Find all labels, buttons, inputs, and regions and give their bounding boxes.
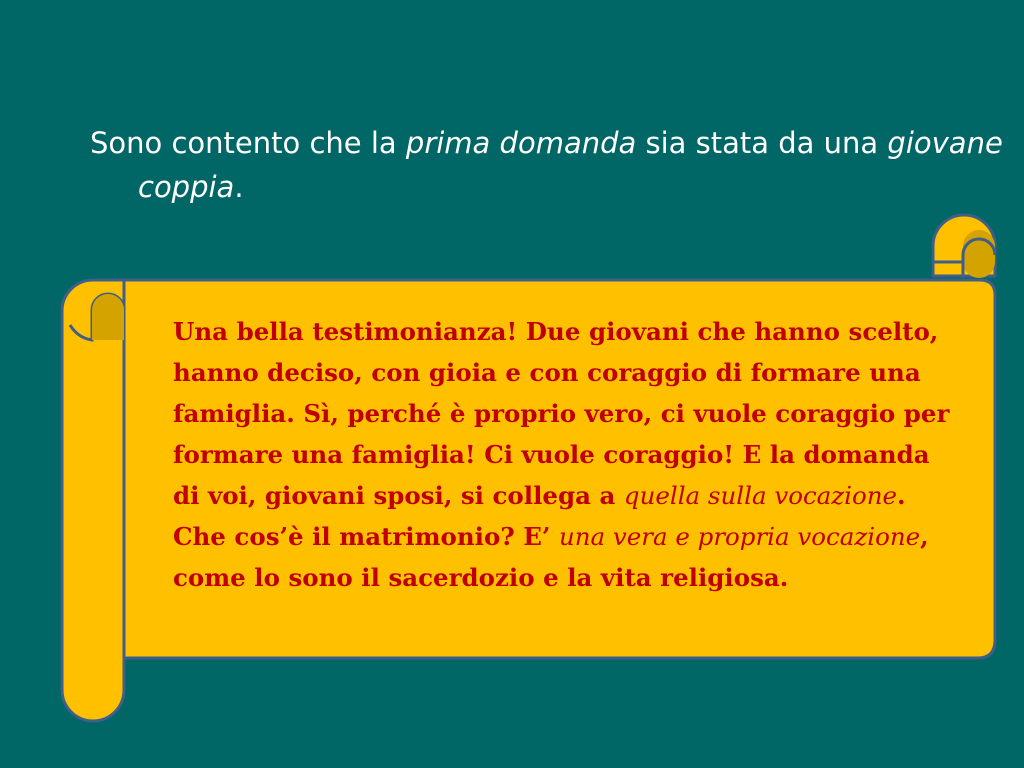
scroll-emphasis-2: una vera e propria vocazione (558, 522, 921, 551)
intro-emphasis-2: giovane coppia (138, 126, 1003, 204)
scroll-text-1: Una bella testimonianza! Due giovani che hanno scelto, hanno deciso, con gioia e con coraggio di formare una famiglia. Sì, perché è proprio vero, ci vuole coraggio per formare una famiglia! Ci vuole coraggio! E la domanda di voi, giovani sposi, si collega a (173, 317, 950, 510)
scroll-left-roll (62, 280, 124, 721)
intro-emphasis-1: prima domanda (405, 126, 637, 160)
scroll-left-curl-inner (92, 294, 124, 340)
scroll-paragraph (173, 311, 963, 598)
scroll-text-3: , come lo sono il sacerdozio e la vita religiosa. (173, 522, 929, 592)
scroll-text-2: . Che cos’è il matrimonio? E’ (173, 481, 906, 551)
scroll-right-curl-inner (963, 230, 995, 278)
intro-text-3: . (234, 170, 244, 204)
intro-text-2: sia stata da una (636, 126, 888, 160)
intro-text-1: Sono contento che la (90, 126, 406, 160)
scroll-emphasis-1: quella sulla vocazione (623, 481, 898, 510)
